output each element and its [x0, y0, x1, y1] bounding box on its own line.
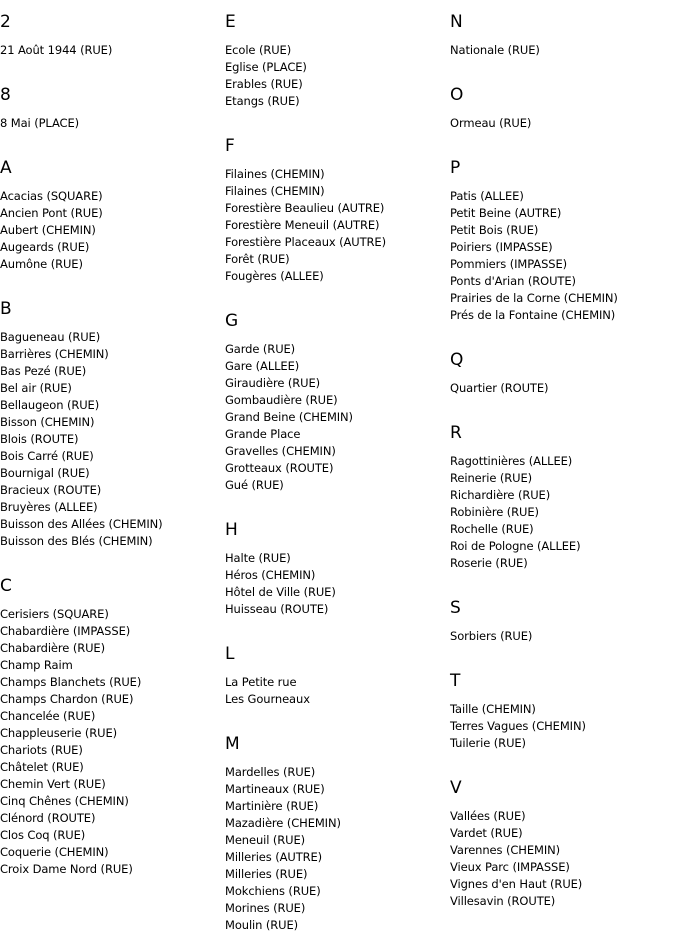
letter-group	[450, 350, 675, 411]
letter-heading: Q	[450, 350, 464, 370]
street-entry: Chariots (RUE)	[0, 743, 83, 757]
group-spacer	[225, 285, 445, 299]
index-column-2	[225, 0, 445, 934]
letter-heading: M	[225, 734, 240, 754]
street-list	[450, 453, 675, 572]
street-entry: Gare (ALLEE)	[225, 359, 300, 373]
letter-group	[450, 12, 675, 73]
letter-heading: B	[0, 299, 12, 319]
letter-heading: G	[225, 311, 239, 331]
street-entry: Bisson (CHEMIN)	[0, 415, 95, 429]
street-entry: Martineaux (RUE)	[225, 782, 325, 796]
street-entry: 21 Août 1944 (RUE)	[0, 43, 113, 57]
street-entry: Chemin Vert (RUE)	[0, 777, 106, 791]
street-entry: Champs Chardon (RUE)	[0, 692, 134, 706]
street-entry: Halte (RUE)	[225, 551, 291, 565]
street-entry: Chappleuserie (RUE)	[0, 726, 117, 740]
street-entry: Nationale (RUE)	[450, 43, 540, 57]
street-entry: Erables (RUE)	[225, 77, 303, 91]
street-entry: Forestière Placeaux (AUTRE)	[225, 235, 386, 249]
street-entry: Coquerie (CHEMIN)	[0, 845, 109, 859]
letter-group	[0, 299, 220, 564]
street-entry: Cerisiers (SQUARE)	[0, 607, 109, 621]
street-entry: Buisson des Blés (CHEMIN)	[0, 534, 153, 548]
letter-group	[0, 12, 220, 73]
street-entry: La Petite rue	[225, 675, 297, 689]
street-entry: Clénord (ROUTE)	[0, 811, 96, 825]
street-entry: Bois Carré (RUE)	[0, 449, 94, 463]
street-entry: Vallées (RUE)	[450, 809, 526, 823]
street-list	[225, 341, 445, 494]
letter-heading: O	[450, 85, 464, 105]
street-entry: Giraudière (RUE)	[225, 376, 320, 390]
street-entry: Prairies de la Corne (CHEMIN)	[450, 291, 618, 305]
street-list	[225, 550, 445, 618]
street-entry: Milleries (AUTRE)	[225, 850, 323, 864]
street-entry: Aumône (RUE)	[0, 257, 83, 271]
street-entry: Reinerie (RUE)	[450, 471, 533, 485]
street-entry: Ormeau (RUE)	[450, 116, 532, 130]
street-entry: Blois (ROUTE)	[0, 432, 79, 446]
street-entry: Bracieux (ROUTE)	[0, 483, 102, 497]
street-entry: Augeards (RUE)	[0, 240, 90, 254]
group-spacer	[450, 397, 675, 411]
street-entry: Robinière (RUE)	[450, 505, 539, 519]
street-entry: Barrières (CHEMIN)	[0, 347, 109, 361]
group-spacer	[0, 550, 220, 564]
street-list	[225, 42, 445, 110]
street-entry: Morines (RUE)	[225, 901, 306, 915]
street-entry: Vignes d'en Haut (RUE)	[450, 877, 583, 891]
letter-group	[450, 158, 675, 338]
street-entry: Les Gourneaux	[225, 692, 310, 706]
street-entry: Roserie (RUE)	[450, 556, 528, 570]
group-spacer	[0, 273, 220, 287]
street-entry: Gravelles (CHEMIN)	[225, 444, 336, 458]
street-entry: Quartier (ROUTE)	[450, 381, 549, 395]
group-spacer	[225, 618, 445, 632]
letter-group	[225, 644, 445, 722]
letter-group	[450, 598, 675, 659]
street-entry: Aubert (CHEMIN)	[0, 223, 96, 237]
letter-group	[225, 520, 445, 632]
street-entry: Chabardière (IMPASSE)	[0, 624, 131, 638]
street-entry: Gombaudière (RUE)	[225, 393, 338, 407]
street-entry: Etangs (RUE)	[225, 94, 300, 108]
street-entry: Milleries (RUE)	[225, 867, 308, 881]
letter-group	[225, 136, 445, 299]
letter-heading: A	[0, 158, 12, 178]
street-list	[225, 166, 445, 285]
letter-heading: S	[450, 598, 461, 618]
street-entry: Hôtel de Ville (RUE)	[225, 585, 336, 599]
street-entry: Champs Blanchets (RUE)	[0, 675, 142, 689]
street-entry: Richardière (RUE)	[450, 488, 551, 502]
street-entry: Acacias (SQUARE)	[0, 189, 103, 203]
letter-group	[450, 85, 675, 146]
street-list	[450, 701, 675, 752]
letter-group	[0, 576, 220, 878]
street-entry: Mokchiens (RUE)	[225, 884, 321, 898]
street-entry: Meneuil (RUE)	[225, 833, 306, 847]
street-entry: Huisseau (ROUTE)	[225, 602, 329, 616]
street-entry: Héros (CHEMIN)	[225, 568, 316, 582]
street-entry: Rochelle (RUE)	[450, 522, 534, 536]
street-entry: Mardelles (RUE)	[225, 765, 316, 779]
letter-group	[225, 12, 445, 124]
street-entry: Bel air (RUE)	[0, 381, 72, 395]
street-list	[0, 188, 220, 273]
street-entry: Eglise (PLACE)	[225, 60, 307, 74]
street-entry: Forestière Beaulieu (AUTRE)	[225, 201, 385, 215]
street-entry: Petit Beine (AUTRE)	[450, 206, 562, 220]
street-entry: Grande Place	[225, 427, 301, 441]
street-entry: Bournigal (RUE)	[0, 466, 90, 480]
street-entry: Villesavin (ROUTE)	[450, 894, 556, 908]
street-entry: Grand Beine (CHEMIN)	[225, 410, 353, 424]
letter-group	[450, 671, 675, 766]
street-entry: Croix Dame Nord (RUE)	[0, 862, 133, 876]
letter-heading: F	[225, 136, 235, 156]
street-list	[0, 329, 220, 550]
street-entry: Sorbiers (RUE)	[450, 629, 533, 643]
street-entry: Vieux Parc (IMPASSE)	[450, 860, 570, 874]
group-spacer	[450, 324, 675, 338]
letter-heading: R	[450, 423, 462, 443]
group-spacer	[450, 572, 675, 586]
street-entry: Forestière Meneuil (AUTRE)	[225, 218, 380, 232]
group-spacer	[225, 708, 445, 722]
index-column-1	[0, 0, 220, 878]
street-entry: Fougères (ALLEE)	[225, 269, 324, 283]
street-entry: Buisson des Allées (CHEMIN)	[0, 517, 163, 531]
street-entry: Varennes (CHEMIN)	[450, 843, 561, 857]
letter-group	[450, 778, 675, 910]
street-entry: Châtelet (RUE)	[0, 760, 84, 774]
street-entry: Bellaugeon (RUE)	[0, 398, 100, 412]
group-spacer	[450, 132, 675, 146]
street-list	[0, 42, 220, 59]
letter-heading: T	[450, 671, 461, 691]
street-entry: Mazadière (CHEMIN)	[225, 816, 341, 830]
street-entry: Roi de Pologne (ALLEE)	[450, 539, 581, 553]
letter-heading: N	[450, 12, 463, 32]
street-list	[450, 808, 675, 910]
street-entry: Bas Pezé (RUE)	[0, 364, 87, 378]
letter-heading: H	[225, 520, 238, 540]
street-list	[0, 115, 220, 132]
street-entry: Petit Bois (RUE)	[450, 223, 539, 237]
street-list	[450, 115, 675, 132]
street-entry: Pommiers (IMPASSE)	[450, 257, 568, 271]
street-entry: Vardet (RUE)	[450, 826, 523, 840]
letter-group	[225, 311, 445, 508]
street-entry: Cinq Chênes (CHEMIN)	[0, 794, 129, 808]
street-entry: Moulin (RUE)	[225, 918, 299, 932]
letter-heading: P	[450, 158, 461, 178]
group-spacer	[225, 110, 445, 124]
street-list	[450, 628, 675, 645]
street-list	[225, 764, 445, 934]
street-entry: Patis (ALLEE)	[450, 189, 524, 203]
group-spacer	[0, 59, 220, 73]
street-entry: 8 Mai (PLACE)	[0, 116, 80, 130]
street-entry: Forêt (RUE)	[225, 252, 290, 266]
letter-group	[0, 158, 220, 287]
group-spacer	[0, 132, 220, 146]
letter-heading: 2	[0, 12, 11, 32]
street-list	[450, 380, 675, 397]
street-list	[225, 674, 445, 708]
street-entry: Ponts d'Arian (ROUTE)	[450, 274, 576, 288]
group-spacer	[225, 494, 445, 508]
street-entry: Bruyères (ALLEE)	[0, 500, 98, 514]
letter-heading: E	[225, 12, 236, 32]
letter-group	[0, 85, 220, 146]
street-entry: Ancien Pont (RUE)	[0, 206, 103, 220]
group-spacer	[450, 59, 675, 73]
group-spacer	[450, 752, 675, 766]
street-list	[450, 188, 675, 324]
street-entry: Martinière (RUE)	[225, 799, 319, 813]
letter-heading: C	[0, 576, 12, 596]
street-entry: Bagueneau (RUE)	[0, 330, 101, 344]
letter-group	[450, 423, 675, 586]
street-entry: Ragottinières (ALLEE)	[450, 454, 573, 468]
street-entry: Poiriers (IMPASSE)	[450, 240, 553, 254]
letter-group	[225, 734, 445, 934]
street-entry: Clos Coq (RUE)	[0, 828, 86, 842]
street-entry: Taille (CHEMIN)	[450, 702, 536, 716]
street-entry: Ecole (RUE)	[225, 43, 292, 57]
letter-heading: 8	[0, 85, 11, 105]
street-entry: Champ Raim	[0, 658, 73, 672]
street-entry: Filaines (CHEMIN)	[225, 167, 325, 181]
index-column-3	[450, 0, 675, 910]
letter-heading: V	[450, 778, 462, 798]
street-entry: Grotteaux (ROUTE)	[225, 461, 334, 475]
street-list	[0, 606, 220, 878]
street-entry: Tuilerie (RUE)	[450, 736, 526, 750]
street-entry: Filaines (CHEMIN)	[225, 184, 325, 198]
street-entry: Gué (RUE)	[225, 478, 284, 492]
street-entry: Chabardière (RUE)	[0, 641, 105, 655]
street-entry: Garde (RUE)	[225, 342, 296, 356]
street-entry: Terres Vagues (CHEMIN)	[450, 719, 586, 733]
group-spacer	[450, 645, 675, 659]
letter-heading: L	[225, 644, 235, 664]
street-entry: Chancelée (RUE)	[0, 709, 96, 723]
street-list	[450, 42, 675, 59]
street-entry: Prés de la Fontaine (CHEMIN)	[450, 308, 616, 322]
